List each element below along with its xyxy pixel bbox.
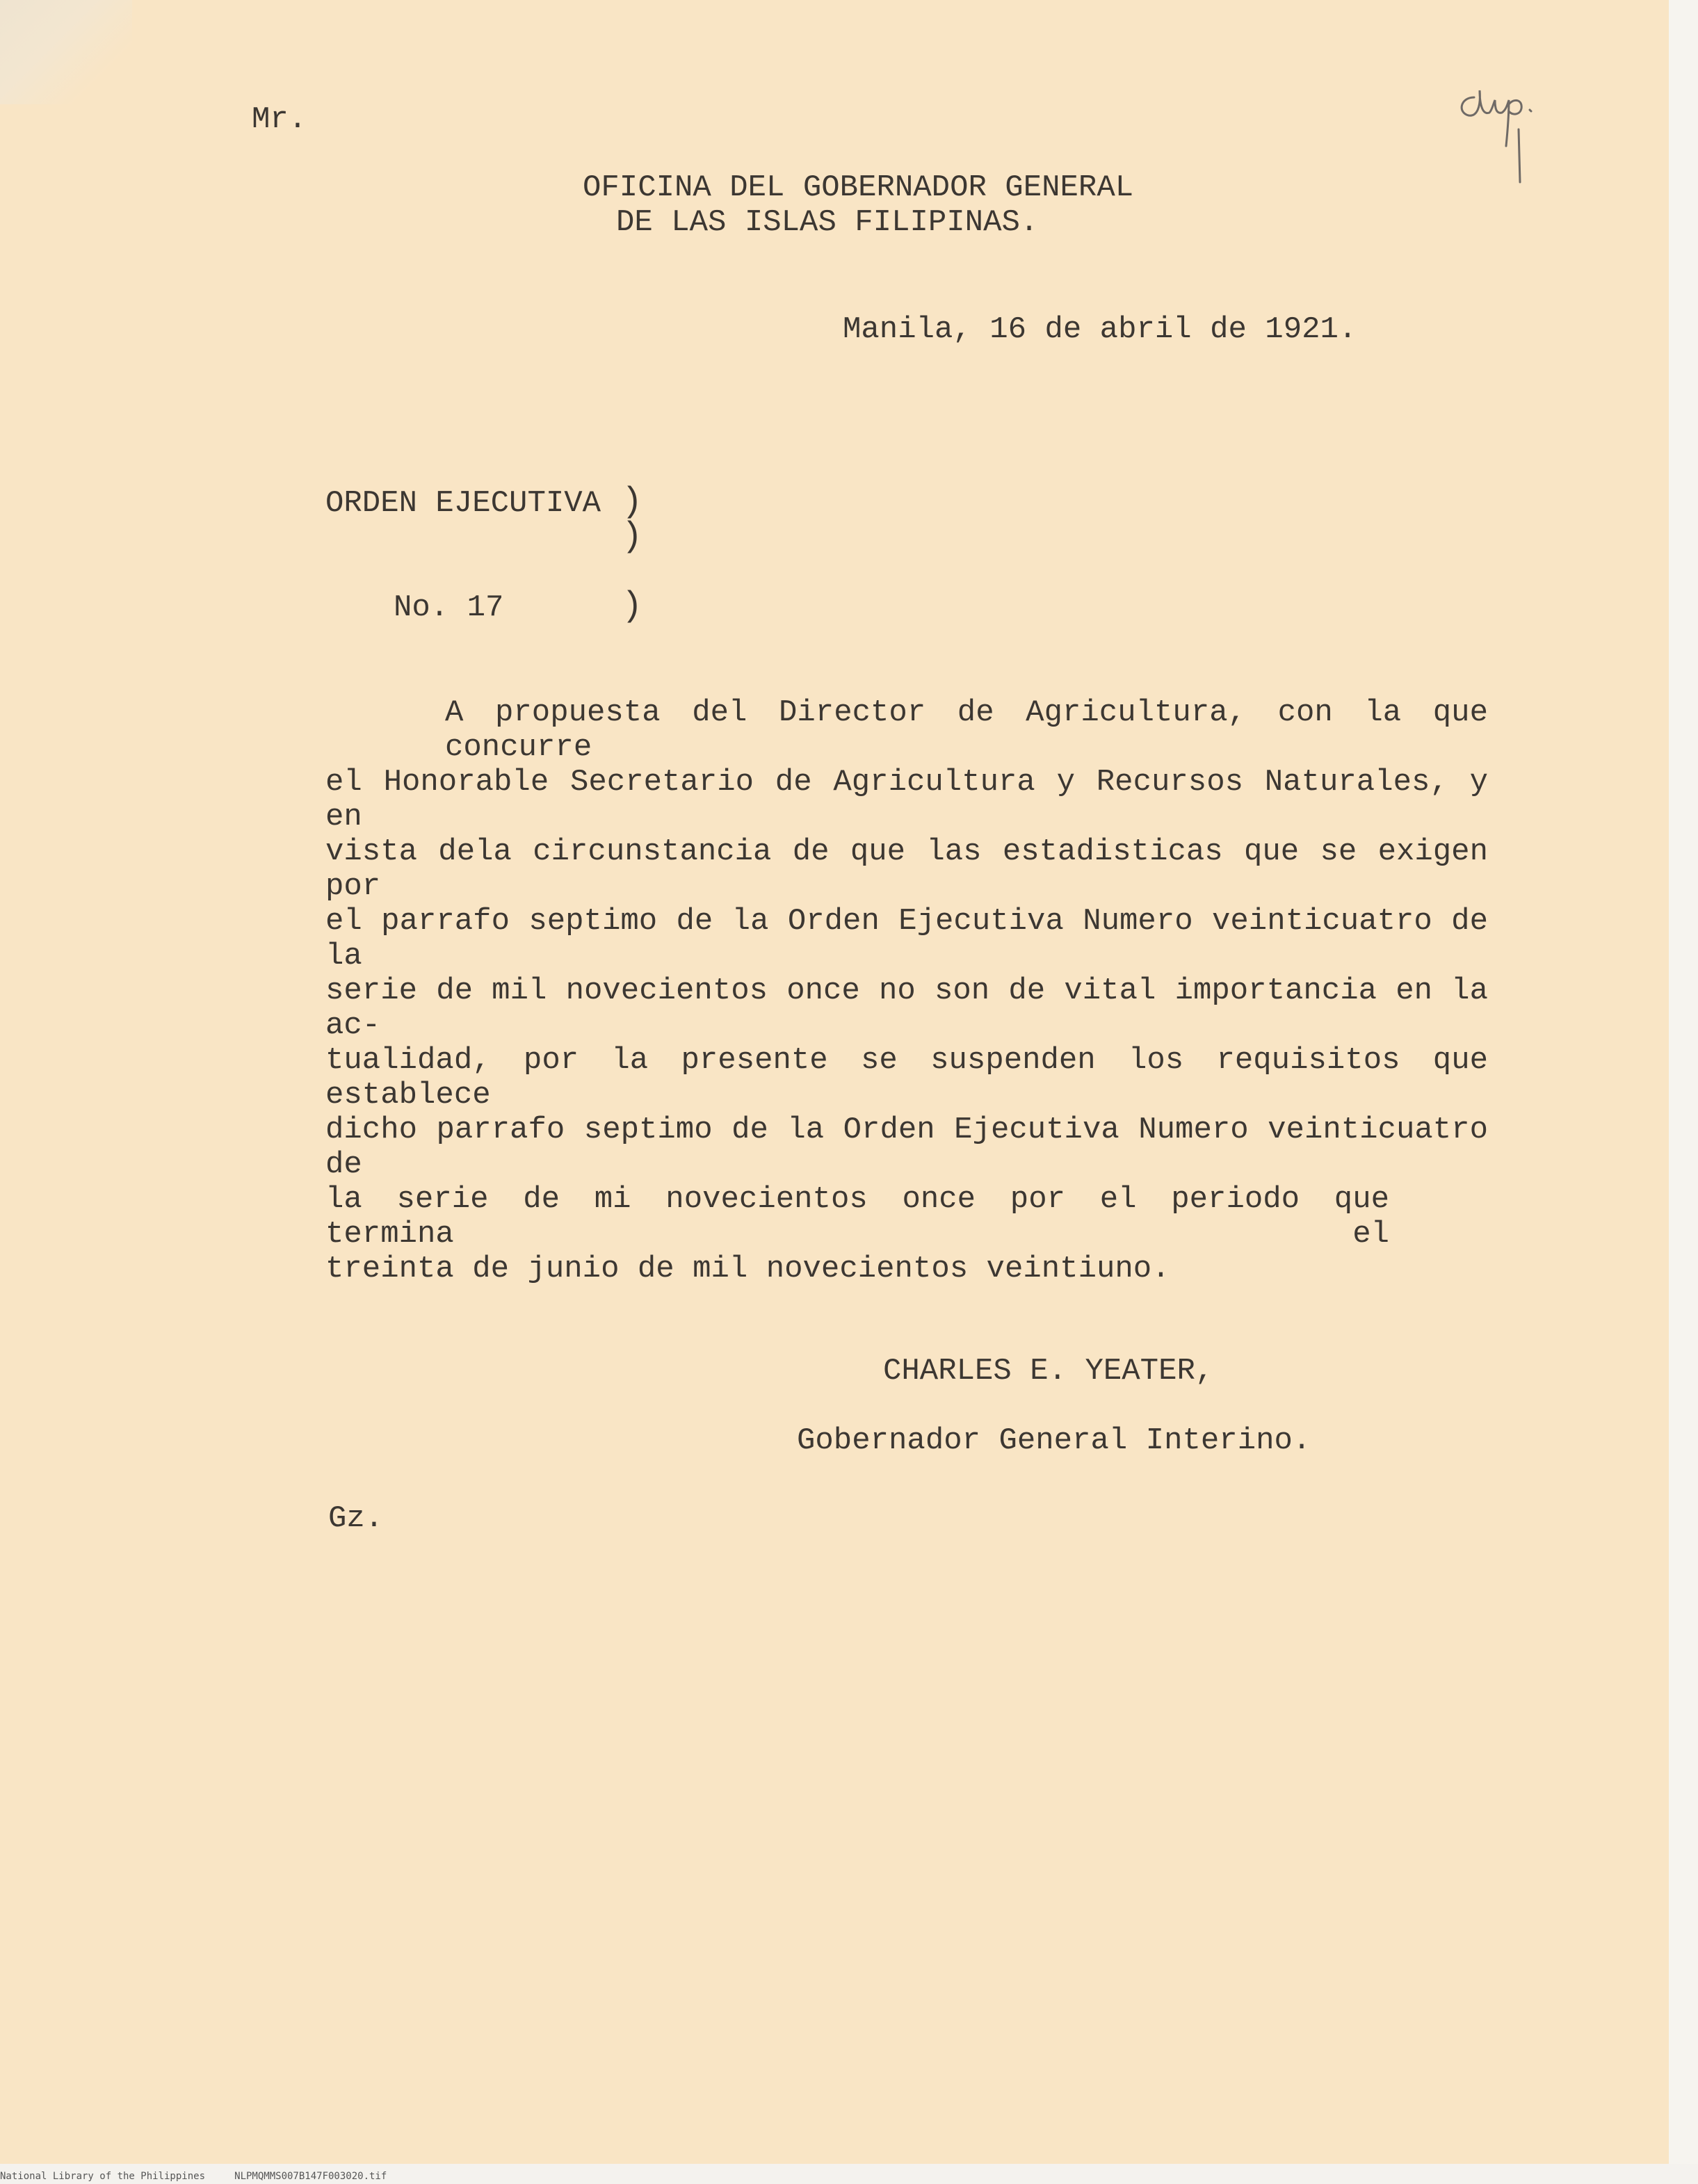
order-number: No. 17 (394, 590, 504, 625)
bracket-1: ) (622, 483, 643, 522)
folded-corner (0, 0, 132, 104)
salutation: Mr. (252, 102, 307, 137)
initials: Gz. (328, 1501, 384, 1536)
body-line-8: la serie de mi novecientos once por el periodo que termina el (325, 1182, 1389, 1252)
header-line-1: OFICINA DEL GOBERNADOR GENERAL (583, 170, 1134, 205)
body-line-7: dicho parrafo septimo de la Orden Ejecutiva Numero veinticuatro de (325, 1113, 1488, 1182)
handwritten-dup-note (1453, 70, 1551, 188)
bracket-3: ) (622, 587, 643, 626)
body-line-9: treinta de junio de mil novecientos veintiuno. (325, 1252, 1170, 1286)
scan-edge-right (1669, 0, 1698, 2184)
footer-caption: National Library of the Philippines NLPMQMMS007B147F003020.tif (0, 2171, 387, 2182)
body-line-5: serie de mil novecientos once no son de vital importancia en la ac- (325, 973, 1488, 1043)
order-title: ORDEN EJECUTIVA (325, 486, 601, 521)
body-line-3: vista dela circunstancia de que las estadisticas que se exigen por (325, 834, 1488, 904)
body-line-4: el parrafo septimo de la Orden Ejecutiva Numero veinticuatro de la (325, 904, 1488, 973)
bracket-2: ) (622, 517, 643, 557)
header-line-2: DE LAS ISLAS FILIPINAS. (616, 205, 1039, 240)
signature-title: Gobernador General Interino. (797, 1423, 1311, 1458)
signature-name: CHARLES E. YEATER, (883, 1354, 1214, 1389)
body-line-1: A propuesta del Director de Agricultura, con la que concurre (445, 695, 1488, 765)
date-line: Manila, 16 de abril de 1921. (843, 312, 1357, 347)
body-line-2: el Honorable Secretario de Agricultura y Recursos Naturales, y en (325, 765, 1488, 834)
body-line-6: tualidad, por la presente se suspenden los requisitos que establece (325, 1043, 1488, 1113)
